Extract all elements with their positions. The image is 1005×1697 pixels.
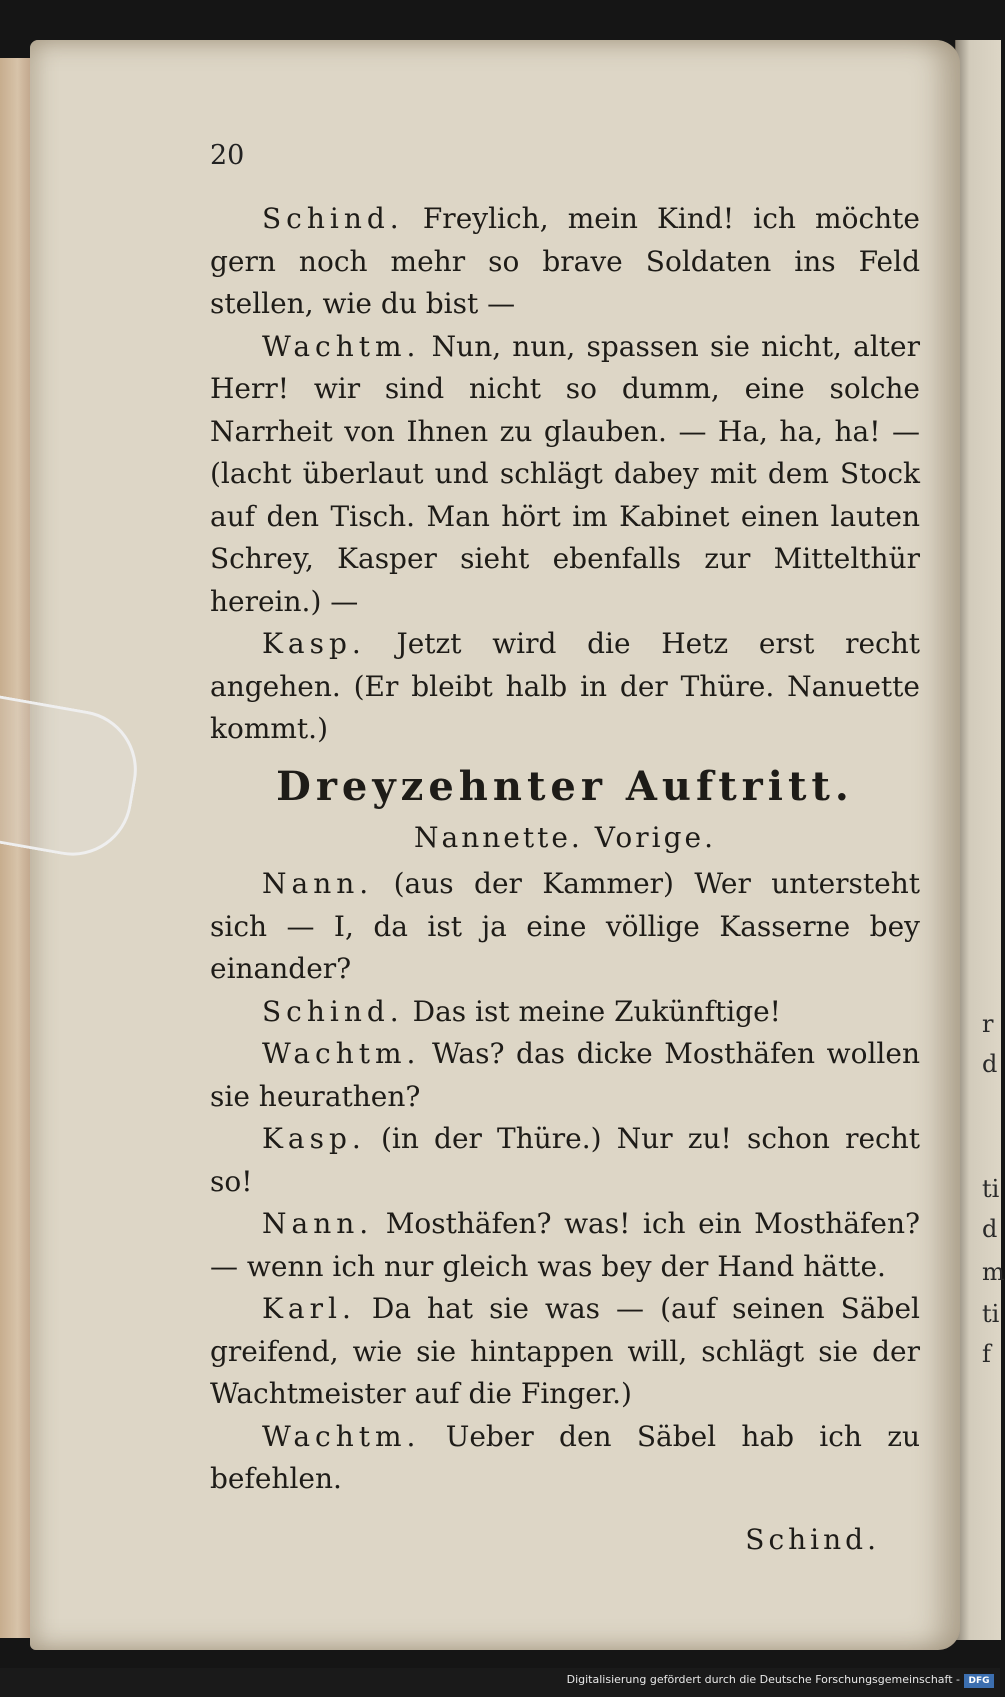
dialogue-text: Das ist meine Zukünftige!	[412, 994, 781, 1028]
speaker-name: Kasp.	[262, 627, 366, 660]
dialogue-paragraph	[210, 1118, 920, 1203]
speaker-name: Karl.	[262, 1292, 356, 1325]
next-page-letter: ti	[982, 1175, 1000, 1203]
speaker-name: Nann.	[262, 1207, 374, 1240]
next-page-letter: m	[982, 1258, 1005, 1286]
dialogue-text: Was? das dicke Mosthäfen wollen sie heurathen?	[210, 1037, 920, 1113]
speaker-name: Schind.	[262, 994, 404, 1028]
speaker-name: Schind.	[262, 202, 404, 235]
speaker-name: Wachtm.	[262, 1037, 421, 1070]
scene-heading: Dreyzehnter Auftritt.	[276, 762, 854, 810]
catchword: Schind.	[745, 1522, 880, 1556]
digitization-credit: Digitalisierung gefördert durch die Deutsche Forschungsgemeinschaft -	[566, 1673, 960, 1686]
next-page-letter: f	[982, 1340, 991, 1368]
dialogue-text: Jetzt wird die Hetz erst recht angehen. (Er bleibt halb in der Thüre. Nanuette kommt.)	[210, 627, 920, 745]
dialogue-paragraph	[210, 991, 920, 1034]
dialogue-text: Mosthäfen? was! ich ein Mosthäfen? — wenn ich nur gleich was bey der Hand hätte.	[210, 1207, 920, 1283]
next-page-letter: d	[982, 1215, 998, 1243]
next-page-letter: r	[982, 1010, 994, 1038]
next-page-letter: d	[982, 1050, 998, 1078]
page-number: 20	[210, 140, 245, 171]
speaker-name: Nann.	[262, 867, 374, 900]
dialogue-text: (aus der Kammer) Wer untersteht sich — I, da ist ja eine völlige Kasserne bey einander?	[210, 867, 921, 985]
speaker-name: Wachtm.	[262, 1419, 421, 1453]
dialogue-paragraph	[210, 1033, 920, 1118]
dialogue-text: (in der Thüre.) Nur zu! schon recht so!	[210, 1122, 920, 1198]
dialogue-paragraph	[210, 1288, 920, 1416]
dialogue-paragraph	[210, 326, 920, 624]
speaker-name: Kasp.	[262, 1122, 366, 1155]
page-text	[210, 198, 920, 1561]
dialogue-paragraph	[210, 623, 920, 751]
dialogue-paragraph	[210, 198, 920, 326]
dialogue-text: Da hat sie was — (auf seinen Säbel greifend, wie sie hintappen will, schlägt sie der Wachtmeister auf die Finger.)	[210, 1292, 920, 1410]
dfg-logo: DFG	[964, 1674, 994, 1688]
dialogue-text: Ueber den Säbel hab ich zu befehlen.	[210, 1419, 920, 1495]
speaker-name: Wachtm.	[262, 329, 421, 363]
dialogue-paragraph	[210, 1203, 920, 1288]
dialogue-text: Freylich, mein Kind! ich möchte gern noch mehr so brave Soldaten ins Feld stellen, wie du bist —	[210, 202, 920, 320]
next-page-edge	[955, 40, 1001, 1640]
scene-cast: Nannette. Vorige.	[414, 820, 716, 854]
next-page-letter: ti	[982, 1300, 1000, 1328]
dialogue-paragraph	[210, 1416, 920, 1501]
dialogue-paragraph	[210, 863, 920, 991]
dialogue-text: Nun, nun, spassen sie nicht, alter Herr! wir sind nicht so dumm, eine solche Narrheit von Ihnen zu glauben. — Ha, ha, ha! — (lacht überlaut und schlägt dabey mit dem Stock auf den Tisch. Man hört im Kabinet einen lauten Schrey, Kasper sieht ebenfalls zur Mittelthür herein.) —	[210, 329, 920, 618]
